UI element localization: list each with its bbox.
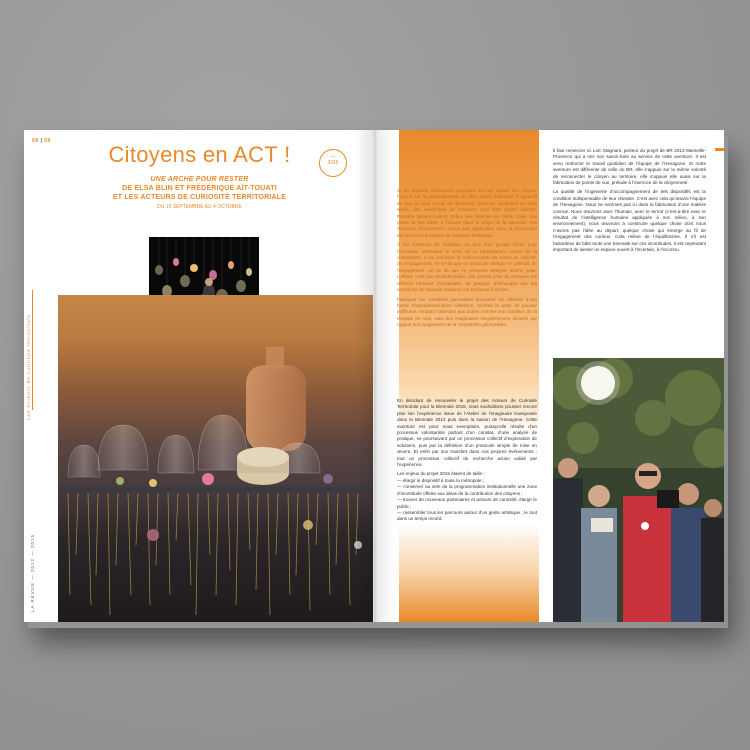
crowd-illustration (553, 358, 724, 622)
page-number-right: 59 (44, 138, 51, 144)
intro-paragraph: Si les activités d’éducation populaire ont mis depuis leur origine, l’accent sur le développement du libre arbitre individuel, il apparaît de plus en plus crucial de réinventer, dans les conditions du XXIe siècle, des savoir-faire de l’exercice d’un libre arbitre collectif. Pierrette Sicarre-Ledroit, Grâce aux théories de Joëlle Zask, des pistes et des idées à l’œuvre dans le projet de la Biennale Arts Sciences, Rencontres-i trouve son application dans la proposition des parcours d’Acteurs de Curiosité Territoriale. (397, 188, 537, 238)
list-heading: Les enjeux du projet 2015 étaient de taille : (397, 471, 485, 477)
subtitle-line-3: ET LES ACTEURS DE CURIOSITÉ TERRITORIALE (112, 194, 287, 201)
body-column-right (553, 148, 706, 257)
badge-year: 2015 (327, 160, 339, 166)
page-number-left: 58 (32, 138, 39, 144)
body-paragraph: En décidant de renouveler le projet des Acteurs de Curiosité Territoriale pour la Biennale 2015, nous souhaitions pousser encore plus loin l’expérience issue de l’Atelier de l’imaginaire transposée dans la Biennale 2013 puis dans la saison de l’Hexagone. Cette aventure est pour nous exemplaire, puisqu’elle résulte d’un processus volontariste partant d’un constat, d’une analyse de pratique, se poursuivant par un processus collectif d’exploration de solutions, puis par la définition d’un protocole simple de mise en œuvre. Et enfin par son transfert dans nos propres événements : tout un processus collectif de recherche action validé par l’expérience. (397, 398, 537, 468)
page-number-separator: | (40, 138, 43, 144)
body-column-left (397, 398, 537, 523)
glass-domes-illustration (58, 295, 373, 622)
intro-paragraph: Fabriquer les conditions permettant d’acquérir les réflexes d’une forme d’autodétermination collective, rendant le prise de pouvoir inefficace, rendant l’attention aux autres comme une condition de la réussite de tous, voici des imaginaires singulièrement décalés par rapport aux imaginaires de la compétition généralisée. (397, 296, 537, 328)
spine-shadow (355, 130, 395, 622)
orange-tick-top (715, 148, 724, 151)
body-paragraph: La qualité de l’ingénierie d’accompagnement de tels dispositifs est la condition indispensable de leur réussite. C’est avec cela qu’œuvre l’équipe de l’Hexagone. Nous ne sommes pas ici dans la fabrication d’une matière connue. Nous œuvrons avec l’humain, avec le terroir (c’est-à-dire avec le résultat de l’intelligence humaine appliquée à son milieu, à son environnement), nous œuvrons à construire quelque chose dont nous n’avons pas l’idée au départ, quelque chose qui émerge au fil de l’engagement des curieux. Cela relève de l’équilibrisme. Il s’il est hasardeux de bâtir toute une biennale sur ces incertitudes, il est cependant important de laisser un espace ouvert à l’incertain, à l’inconnu. (553, 189, 706, 253)
list-item: — élargir le dispositif à toute la métropole ; (397, 477, 485, 483)
body-paragraph: Il faut remercier ici Loïc Magnant, porteur du projet de BR 2013 Marseille-Provence qui a mis son savoir-faire au service de cette aventure. Il est venu renforcer le travail quotidien de l’équipe de l’Hexagone. Si notre aventure est différente de celle du BR, elle s’appuie sur la même volonté de reconnecter le citoyen au territoire, elle s’appuie elle aussi sur la fabrication de points de vue, prélude à l’exercice de la citoyenneté. (553, 148, 706, 186)
photo-crowd-evening (553, 358, 724, 622)
event-dates: DU 15 SEPTEMBRE AU 4 OCTOBRE (157, 204, 242, 210)
subtitle-line-2: DE ELSA BLIN ET FRÉDÉRIQUE AÏT-TOUATI (122, 185, 277, 192)
year-badge (319, 149, 347, 177)
list-item: — trouver de nouveaux partenaires et acteurs de curiosité, élargir le public ; (397, 497, 537, 509)
intro-column (397, 188, 537, 332)
side-label: Les Acteurs de curiosité territoriale (26, 313, 31, 420)
badge-dash: — (330, 154, 336, 160)
subtitle-line-1: UNE ARCHE POUR RESTER (150, 176, 249, 183)
list-item: — conserver au sein de la programmation institutionnelle une zone d’incertitude offerte aux aléas de la contribution des citoyens ; (397, 484, 537, 496)
photo-glass-domes (58, 295, 373, 622)
article-title: Citoyens en ACT ! (108, 142, 291, 167)
left-page (24, 130, 375, 622)
right-page (375, 130, 724, 622)
side-rule (32, 290, 33, 410)
footer-label: LA REVUE — 2012 — 2015 (30, 533, 35, 612)
intro-paragraph: À soi comment les individus, au sein d’un groupe formé pour l’occasion, retrouvent le sens de la participation, même de la contribution, à soi comment ils redécouvrent les vertus du collectif, de l’engagement, en se dit que ce protocole atteigne le collectif, de l’engagement, en se dit que ce protocole atteigne touche juste. L’affaire n’est pas révolutionnaire, elle permet juste de retrouver les réflexes humains d’hospitalité, de partage, d’échanges que les conditions de l’humain moderne ont tendance à broder. (397, 242, 537, 293)
list-item: — rassembler tous les parcours autour d’un geste artistique ; le tout dans un temps record. (397, 509, 537, 522)
